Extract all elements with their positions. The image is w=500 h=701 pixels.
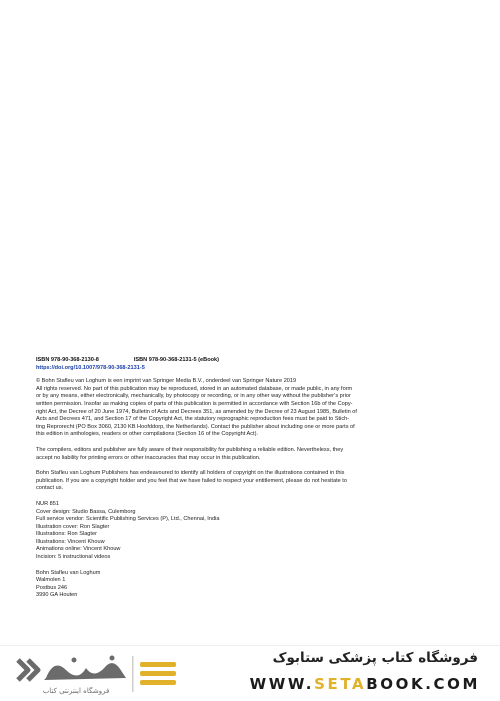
liability-line: accept no liability for printing errors or other inaccuracies that may occur in this publication.: [36, 454, 261, 461]
rights-line: Acts and Decrees 471, and Section 17 of the Copyright Act, the statutory reprographic reproduction fees must be paid to Stich-: [36, 416, 350, 423]
address-line: Postbus 246: [36, 584, 68, 591]
url-prefix: WWW.: [249, 675, 315, 693]
isbn-row: [36, 357, 386, 365]
rights-line: right Act, the Decree of 20 June 1974, Bulletin of Acts and Decrees 351, as amended by the Decree of 23 August 1985, Bulletin of: [36, 408, 357, 415]
holders-line: Bohn Stafleu van Loghum Publishers has endeavoured to identify all holders of copyright on the illustrations contained in this: [36, 470, 345, 477]
url-accent: SETA: [314, 675, 367, 693]
liability-line: The compilers, editors and publisher are fully aware of their responsibility for publishing a reliable edition. Nevertheless, they: [36, 446, 344, 453]
rights-line: All rights reserved. No part of this publication may be reproduced, stored in an automated database, or made public, in any form: [36, 385, 353, 392]
rights-line: or by any means, either electronically, mechanically, by photocopy or recording, or in any other way without the publisher’s prior: [36, 393, 351, 400]
credit-line: Incision: 5 instructional videos: [36, 554, 111, 561]
setabook-logo: [14, 652, 194, 696]
shop-title: فروشگاه کتاب پزشکی ستابوک: [272, 650, 478, 666]
credits-list: [36, 501, 386, 562]
logo-subtitle: فروشگاه اینترنتی کتاب: [42, 687, 110, 695]
credit-line: Illustration cover: Ron Slagter: [36, 523, 110, 530]
rights-line: written permission. Insofar as making copies of parts of this publication is permitted in accordance with Section 16b of the Copy-: [36, 400, 353, 407]
publisher-address: [36, 570, 386, 600]
rights-line: this edition in anthologies, readers or other compilations (Section 16 of the Copyright Act).: [36, 431, 259, 438]
credit-line: Illustrations: Vincent Khouw: [36, 538, 105, 545]
credit-line: Illustrations: Ron Slagter: [36, 531, 97, 538]
liability-notice: [36, 447, 386, 462]
address-line: 3990 GA Houten: [36, 592, 78, 599]
rights-line: ting Reprorecht (PO Box 3060, 2130 KB Hoofddorp, the Netherlands). Contact the publisher about including one or more parts of: [36, 423, 355, 430]
address-line: Bohn Stafleu van Loghum: [36, 569, 101, 576]
doi-link[interactable]: https://doi.org/10.1007/978-90-368-2131-5: [36, 364, 145, 371]
copyright-notice: [36, 378, 386, 439]
credit-line: Full service vendor: Scientific Publishing Services (P), Ltd., Chennai, India: [36, 516, 220, 523]
copyright-line: © Bohn Stafleu van Loghum is een imprint van Springer Media B.V., onderdeel van Springer Nature 2019: [36, 378, 297, 385]
holders-line: publication. If you are a copyright holder and you feel that we have failed to respect your entitlement, please do not hesitate to: [36, 477, 347, 484]
credit-line: Animations online: Vincent Khouw: [36, 546, 121, 553]
copyright-holders-notice: [36, 470, 386, 493]
url-suffix: BOOK.COM: [366, 675, 480, 693]
address-line: Walmolen 1: [36, 577, 66, 584]
copyright-page-content: [36, 357, 386, 600]
isbn-ebook: ISBN 978-90-368-2131-5 (eBook): [133, 357, 219, 363]
holders-line: contact us.: [36, 485, 64, 492]
credit-line: Cover design: Studio Bassa, Culemborg: [36, 508, 136, 515]
credit-line: NUR 851: [36, 500, 60, 507]
isbn-print: ISBN 978-90-368-2130-8: [36, 357, 99, 363]
shop-url[interactable]: [250, 675, 480, 693]
